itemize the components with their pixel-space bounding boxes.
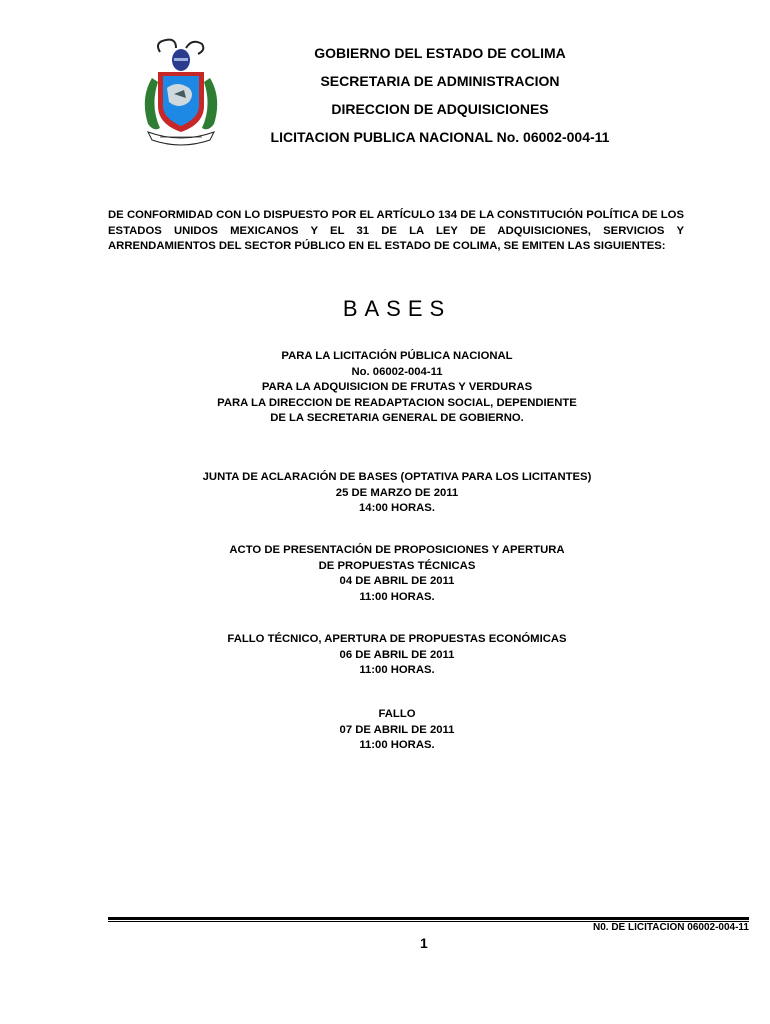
intro-paragraph: DE CONFORMIDAD CON LO DISPUESTO POR EL ARTÍCULO 134 DE LA CONSTITUCIÓN POLÍTICA DE LOS ESTADOS UNIDOS MEXICANOS Y EL 31 DE LA LEY DE ADQUISICIONES, SERVICIOS Y ARRENDAMIENTOS DEL SECTOR PÚBLICO EN EL ESTADO DE COLIMA, SE EMITEN LAS SIGUIENTES:	[108, 209, 684, 253]
page-number: 1	[420, 935, 428, 951]
document-header	[230, 39, 650, 151]
event-title: ACTO DE PRESENTACIÓN DE PROPOSICIONES Y APERTURA	[229, 544, 565, 556]
event-time: 11:00 HORAS.	[359, 590, 435, 603]
tender-number-title: LICITACION PUBLICA NACIONAL No. 06002-004-11	[270, 129, 610, 145]
event-date: 07 DE ABRIL DE 2011	[339, 723, 455, 736]
event-date: 04 DE ABRIL DE 2011	[339, 575, 455, 587]
tender-line: PARA LA DIRECCION DE READAPTACION SOCIAL, DEPENDIENTE	[217, 396, 577, 409]
footer-tender-number: N0. DE LICITACION 06002-004-11	[593, 922, 749, 933]
tender-line: PARA LA ADQUISICION DE FRUTAS Y VERDURAS	[261, 381, 533, 393]
state-coat-of-arms-logo	[140, 38, 222, 148]
government-name: GOBIERNO DEL ESTADO DE COLIMA	[314, 45, 566, 61]
event-title: FALLO TÉCNICO, APERTURA DE PROPUESTAS ECONÓMICAS	[227, 633, 567, 645]
final-ruling-block	[0, 707, 770, 754]
proposals-presentation-block	[0, 543, 770, 605]
event-time: 11:00 HORAS.	[359, 664, 435, 676]
event-title: DE PROPUESTAS TÉCNICAS	[318, 559, 476, 572]
event-time: 11:00 HORAS.	[359, 739, 435, 751]
tender-description-block	[0, 349, 770, 427]
event-title: FALLO	[378, 708, 416, 720]
event-title: JUNTA DE ACLARACIÓN DE BASES (OPTATIVA PARA LOS LICITANTES)	[202, 471, 592, 483]
event-time: 14:00 HORAS.	[359, 502, 435, 514]
direction-name: DIRECCION DE ADQUISICIONES	[331, 101, 549, 117]
tender-line: DE LA SECRETARIA GENERAL DE GOBIERNO.	[270, 412, 524, 424]
secretariat-name: SECRETARIA DE ADMINISTRACION	[320, 73, 560, 89]
event-date: 06 DE ABRIL DE 2011	[339, 648, 455, 661]
technical-ruling-block	[0, 632, 770, 679]
clarification-meeting-block	[0, 470, 770, 517]
bases-title: BASES	[342, 296, 452, 321]
tender-line: PARA LA LICITACIÓN PÚBLICA NACIONAL	[281, 350, 513, 362]
tender-line: No. 06002-004-11	[351, 365, 443, 378]
event-date: 25 DE MARZO DE 2011	[335, 486, 459, 499]
